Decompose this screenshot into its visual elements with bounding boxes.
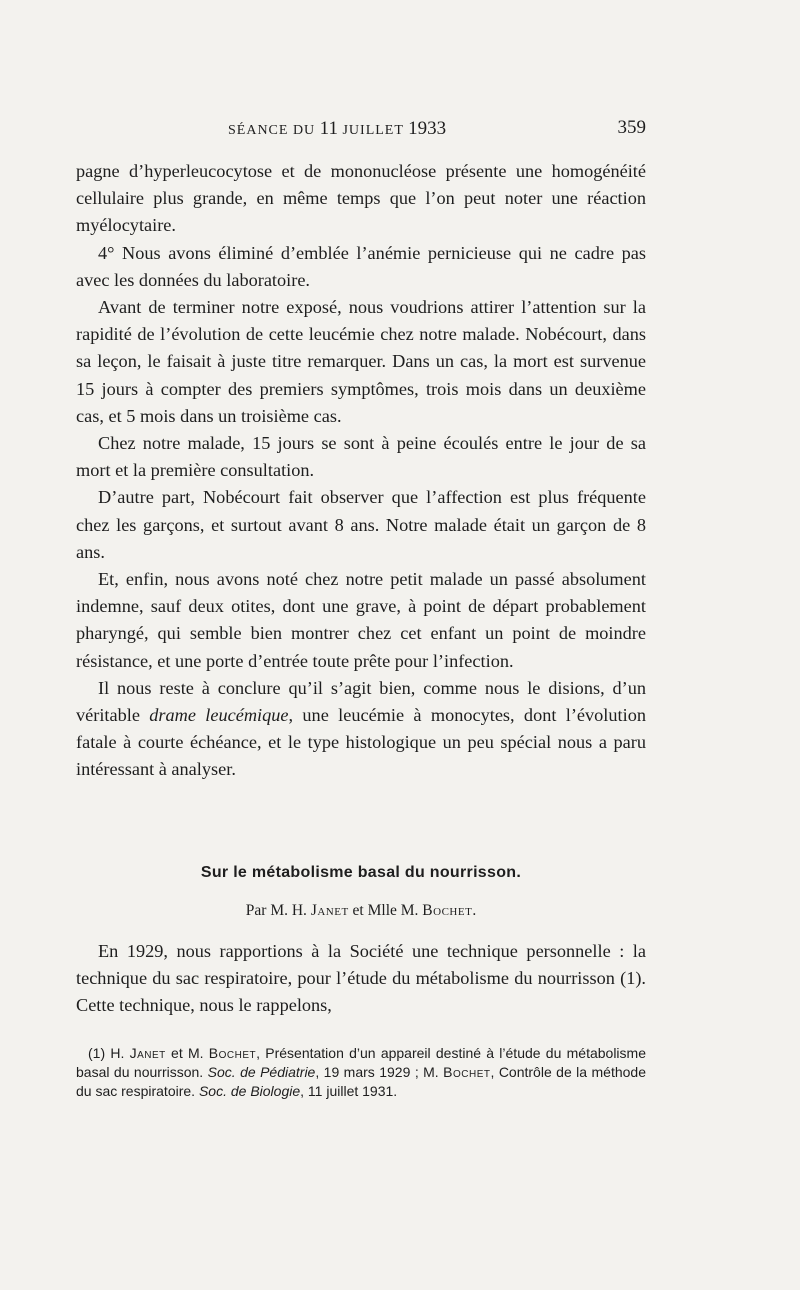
paragraph: Avant de terminer notre exposé, nous voudrions attirer l’attention sur la rapidité de l’évolution de cette leucémie chez notre malade. Nobécourt, dans sa leçon, le faisait à juste titre remarquer. Dans un cas, la mort est survenue 15 jours à compter des premiers symptômes, trois mois dans un deuxième cas, et 5 mois dans un troisième cas. (76, 297, 646, 426)
author-janet: Janet (310, 902, 349, 919)
conclusion-paragraph (76, 675, 646, 784)
footnote-author: Janet (129, 1045, 166, 1061)
footnote-text: et M. (165, 1045, 209, 1061)
footnote-text: , 11 juillet 1931. (300, 1083, 398, 1099)
footnote-text: , Présentation d’un appareil destiné à l’étude du métabolisme basal du nourrisson. (76, 1045, 646, 1080)
header-title-prefix: SÉANCE DU (228, 123, 316, 138)
page-number: 359 (617, 117, 646, 138)
header-day: 11 (319, 118, 338, 139)
main-text (76, 158, 646, 784)
footnote-text: , Contrôle de la méthode du sac respiratoire. (76, 1064, 646, 1099)
paragraph: Chez notre malade, 15 jours se sont à peine écoulés entre le jour de sa mort et la première consultation. (76, 433, 646, 481)
footnote-text: , 19 mars 1929 ; M. (315, 1064, 444, 1080)
footnote-text: (1) H. (88, 1045, 130, 1061)
section-authors (76, 902, 646, 920)
footnote-journal: Soc. de Biologie (198, 1083, 301, 1099)
header-month: JUILLET (342, 123, 404, 138)
conclusion-text-end: , une leucémie à monocytes, dont l’évolution fatale à courte échéance, et le type histologique un peu spécial nous a paru intéressant à analyser. (76, 705, 646, 780)
conclusion-emphasis: drame leucémique (149, 705, 289, 726)
paragraph: 4° Nous avons éliminé d’emblée l’anémie pernicieuse qui ne cadre pas avec les données du laboratoire. (76, 242, 646, 290)
conclusion-text: Il nous reste à conclure qu’il s’agit bien, comme nous le disions, d’un véritable (76, 677, 646, 726)
section-text (76, 938, 646, 1020)
header-title (228, 118, 446, 140)
footnote (76, 1044, 646, 1101)
running-header (76, 118, 646, 140)
footnote-journal: Soc. de Pédiatrie (207, 1064, 316, 1080)
footnote-author: Bochet (443, 1064, 491, 1080)
paragraph: D’autre part, Nobécourt fait observer que l’affection est plus fréquente chez les garçons, et surtout avant 8 ans. Notre malade était un garçon de 8 ans. (76, 487, 646, 562)
section-title: Sur le métabolisme basal du nourrisson. (200, 864, 522, 881)
header-year: 1933 (408, 118, 447, 139)
paragraph-continuation: pagne d’hyperleucocytose et de mononucléose présente une homogénéité cellulaire plus grande, en même temps que l’on peut noter une réaction myélocytaire. (76, 161, 646, 236)
authors-mid: et Mlle M. (348, 902, 423, 919)
author-bochet: Bochet (422, 902, 473, 919)
authors-suffix: . (472, 902, 477, 919)
authors-prefix: Par M. H. (245, 902, 311, 919)
footnote-author: Bochet (208, 1045, 257, 1061)
paragraph: Et, enfin, nous avons noté chez notre petit malade un passé absolument indemne, sauf deux otites, dont une grave, à point de départ probablement pharyngé, qui semble bien montrer chez cet enfant un point de moindre résistance, et une porte d’entrée toute prête pour l’infection. (76, 569, 646, 671)
section-paragraph: En 1929, nous rapportions à la Société une technique personnelle : la technique du sac respiratoire, pour l’étude du métabolisme du nourrisson (1). Cette technique, nous le rappelons, (76, 941, 646, 1016)
